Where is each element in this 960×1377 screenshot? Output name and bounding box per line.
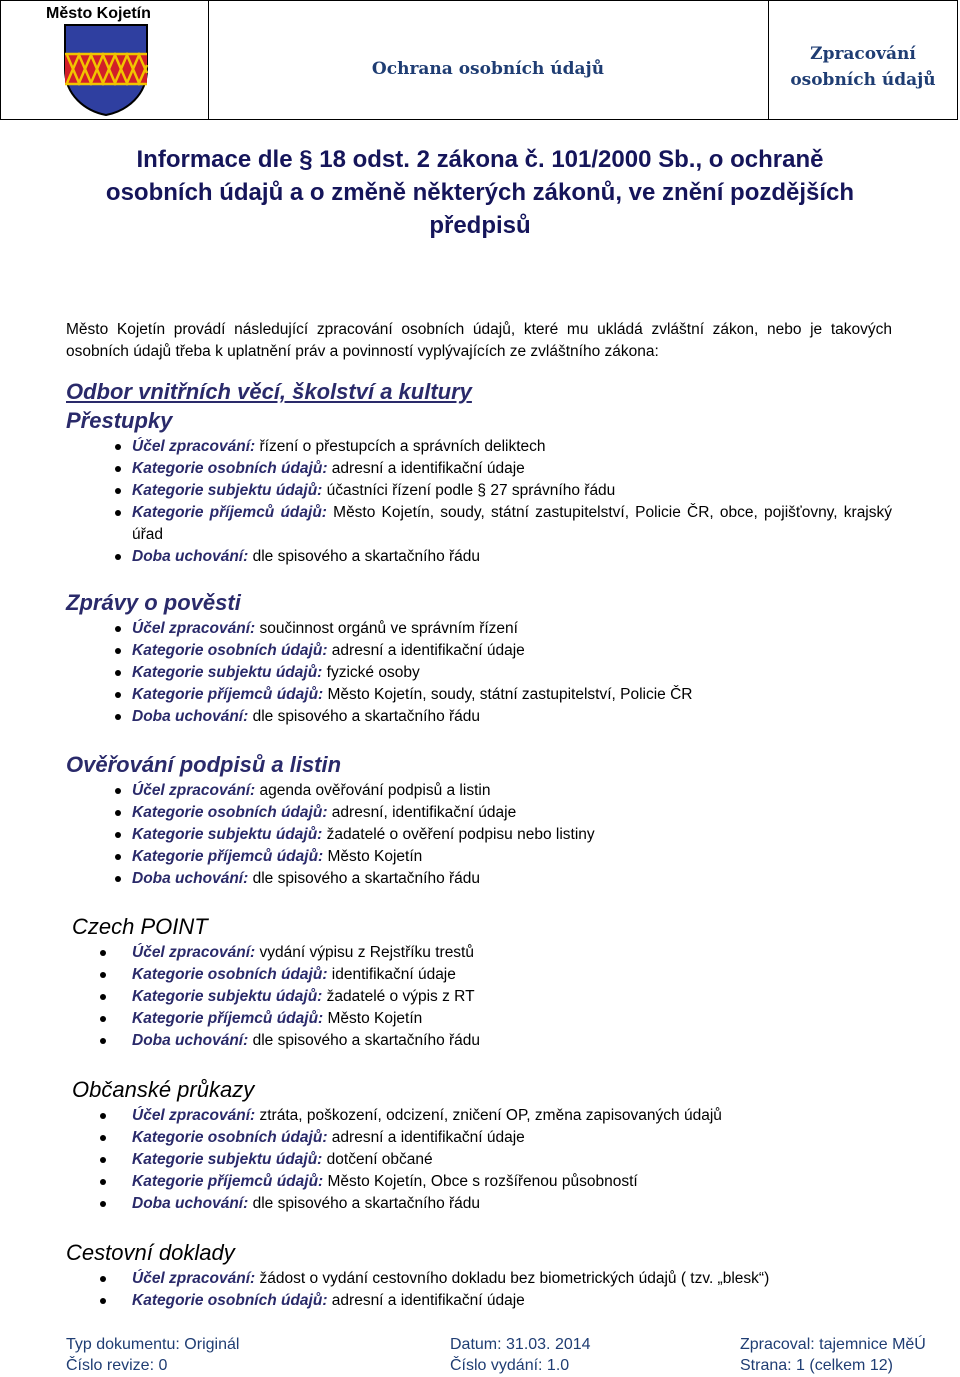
header-right-title: [768, 41, 958, 93]
item-value: dotčení občané: [322, 1151, 433, 1168]
bullet-icon: [100, 1016, 106, 1022]
department-heading: Odbor vnitřních věcí, školství a kultury: [66, 379, 472, 404]
item-value: dle spisového a skartačního řádu: [248, 1195, 481, 1212]
item-value: dle spisového a skartačního řádu: [248, 870, 481, 887]
list-item: [132, 546, 892, 568]
list-item: [132, 458, 892, 480]
list-item: [132, 1149, 892, 1171]
bullet-icon: [115, 810, 121, 816]
list-item: [132, 1127, 892, 1149]
header-logo-cell: [1, 1, 209, 119]
footer-page: Strana: 1 (celkem 12): [740, 1357, 893, 1374]
bullet-icon: [100, 1298, 106, 1304]
item-value: adresní a identifikační údaje: [327, 642, 525, 659]
list-item: [132, 436, 892, 458]
list-item: [132, 986, 892, 1008]
bullet-icon: [100, 1276, 106, 1282]
list-item: [132, 868, 892, 890]
coat-of-arms-icon: [63, 23, 149, 117]
list-item: [132, 1171, 892, 1193]
item-value: Město Kojetín: [323, 1010, 423, 1027]
header-center-title: Ochrana osobních údajů: [371, 59, 605, 79]
item-label: Kategorie subjektu údajů:: [132, 826, 323, 843]
list-item: [132, 964, 892, 986]
item-value: účastníci řízení podle § 27 správního řádu: [322, 482, 616, 499]
municipality-name: Město Kojetín: [46, 5, 151, 22]
item-value: vydání výpisu z Rejstříku trestů: [255, 944, 474, 961]
bullet-icon: [100, 994, 106, 1000]
section-title: Zprávy o pověsti: [66, 590, 241, 615]
item-value: agenda ověřování podpisů a listin: [255, 782, 491, 799]
list-item: [132, 1030, 892, 1052]
section-title: Czech POINT: [72, 914, 208, 939]
item-label: Kategorie příjemců údajů:: [132, 1010, 324, 1027]
footer-revision: Číslo revize: 0: [66, 1357, 168, 1374]
item-value: Město Kojetín, Obce s rozšířenou působností: [323, 1173, 638, 1190]
item-value: adresní a identifikační údaje: [327, 460, 525, 477]
list-item: [132, 706, 892, 728]
bullet-icon: [100, 950, 106, 956]
item-label: Kategorie příjemců údajů:: [132, 504, 327, 521]
item-label: Účel zpracování:: [132, 944, 256, 961]
item-value: identifikační údaje: [327, 966, 456, 983]
bullet-icon: [115, 488, 121, 494]
bullet-icon: [100, 1113, 106, 1119]
bullet-icon: [115, 466, 121, 472]
bullet-icon: [115, 554, 121, 560]
footer-date: Datum: 31.03. 2014: [450, 1336, 591, 1353]
item-label: Kategorie osobních údajů:: [132, 804, 328, 821]
list-item: [132, 618, 892, 640]
item-label: Kategorie subjektu údajů:: [132, 664, 323, 681]
bullet-icon: [115, 692, 121, 698]
item-value: řízení o přestupcích a správních deliktech: [255, 438, 546, 455]
list-item: [132, 1290, 892, 1312]
item-value: adresní, identifikační údaje: [327, 804, 517, 821]
list-item: [132, 942, 892, 964]
bullet-icon: [115, 670, 121, 676]
footer-doc-type: Typ dokumentu: Originál: [66, 1336, 240, 1353]
item-label: Účel zpracování:: [132, 1107, 256, 1124]
item-label: Účel zpracování:: [132, 438, 256, 455]
list-item: [132, 824, 892, 846]
item-label: Kategorie osobních údajů:: [132, 966, 328, 983]
list-item: [132, 802, 892, 824]
bullet-icon: [100, 1179, 106, 1185]
item-label: Kategorie subjektu údajů:: [132, 482, 323, 499]
title-line-1: Informace dle § 18 odst. 2 zákona č. 101/2000 Sb., o ochraně: [136, 146, 824, 173]
document-title: [60, 143, 900, 242]
bullet-icon: [115, 788, 121, 794]
item-label: Doba uchování:: [132, 548, 249, 565]
item-value: dle spisového a skartačního řádu: [248, 548, 481, 565]
item-value: žadatelé o ověření podpisu nebo listiny: [322, 826, 595, 843]
section-title: Přestupky: [66, 408, 173, 433]
bullet-icon: [115, 832, 121, 838]
bullet-icon: [100, 1157, 106, 1163]
document-header: [0, 0, 958, 120]
section-title: Ověřování podpisů a listin: [66, 752, 342, 777]
header-right-line2: osobních údajů: [790, 70, 936, 90]
item-value: dle spisového a skartačního řádu: [248, 1032, 481, 1049]
item-label: Kategorie osobních údajů:: [132, 1292, 328, 1309]
bullet-icon: [100, 1135, 106, 1141]
item-value: Město Kojetín, soudy, státní zastupitelství, Policie ČR, obce, pojišťovny, krajský úřad: [132, 504, 893, 543]
item-value: fyzické osoby: [322, 664, 420, 681]
item-label: Účel zpracování:: [132, 782, 256, 799]
bullet-icon: [115, 714, 121, 720]
item-value: žadatelé o výpis z RT: [322, 988, 475, 1005]
bullet-icon: [100, 1038, 106, 1044]
item-label: Kategorie osobních údajů:: [132, 642, 328, 659]
bullet-icon: [100, 1201, 106, 1207]
list-item: [132, 480, 892, 502]
item-label: Kategorie osobních údajů:: [132, 1129, 328, 1146]
title-line-3: předpisů: [429, 212, 531, 239]
item-label: Kategorie subjektu údajů:: [132, 1151, 323, 1168]
bullet-icon: [115, 444, 121, 450]
item-label: Doba uchování:: [132, 708, 249, 725]
list-item: [132, 1105, 892, 1127]
item-value: Město Kojetín, soudy, státní zastupitelství, Policie ČR: [323, 686, 693, 703]
list-item: [132, 684, 892, 706]
section-title: Cestovní doklady: [66, 1240, 235, 1265]
item-label: Kategorie příjemců údajů:: [132, 1173, 324, 1190]
list-item: [132, 640, 892, 662]
list-item: [132, 1268, 892, 1290]
item-label: Účel zpracování:: [132, 620, 256, 637]
item-value: žádost o vydání cestovního dokladu bez biometrických údajů ( tzv. „blesk“): [255, 1270, 770, 1287]
item-label: Kategorie subjektu údajů:: [132, 988, 323, 1005]
item-label: Doba uchování:: [132, 1195, 249, 1212]
list-item: [132, 846, 892, 868]
section-title: Občanské průkazy: [72, 1077, 255, 1102]
list-item: [132, 1008, 892, 1030]
bullet-icon: [115, 648, 121, 654]
item-label: Účel zpracování:: [132, 1270, 256, 1287]
item-value: adresní a identifikační údaje: [327, 1292, 525, 1309]
intro-paragraph: Město Kojetín provádí následující zpracování osobních údajů, které mu ukládá zvláštní zákon, nebo je takových osobních údajů třeba k uplatnění práv a povinností vyplývajících ze zvláštního zákona:: [66, 321, 892, 360]
footer-issue: Číslo vydání: 1.0: [450, 1357, 570, 1374]
item-value: dle spisového a skartačního řádu: [248, 708, 481, 725]
list-item: [132, 780, 892, 802]
item-value: součinnost orgánů ve správním řízení: [255, 620, 518, 637]
footer-processed-by: Zpracoval: tajemnice MěÚ: [740, 1336, 926, 1353]
item-value: adresní a identifikační údaje: [327, 1129, 525, 1146]
bullet-icon: [115, 510, 121, 516]
item-label: Kategorie příjemců údajů:: [132, 848, 324, 865]
bullet-icon: [100, 972, 106, 978]
item-value: ztráta, poškození, odcizení, zničení OP, změna zapisovaných údajů: [255, 1107, 722, 1124]
item-label: Doba uchování:: [132, 1032, 249, 1049]
title-line-2: osobních údajů a o změně některých zákonů, ve znění pozdějších: [105, 179, 855, 206]
item-label: Doba uchování:: [132, 870, 249, 887]
item-value: Město Kojetín: [323, 848, 423, 865]
list-item: [132, 1193, 892, 1215]
item-label: Kategorie příjemců údajů:: [132, 686, 324, 703]
bullet-icon: [115, 854, 121, 860]
list-item: [132, 502, 892, 546]
bullet-icon: [115, 876, 121, 882]
bullet-icon: [115, 626, 121, 632]
item-label: Kategorie osobních údajů:: [132, 460, 328, 477]
header-right-line1: Zpracování: [810, 44, 916, 64]
list-item: [132, 662, 892, 684]
